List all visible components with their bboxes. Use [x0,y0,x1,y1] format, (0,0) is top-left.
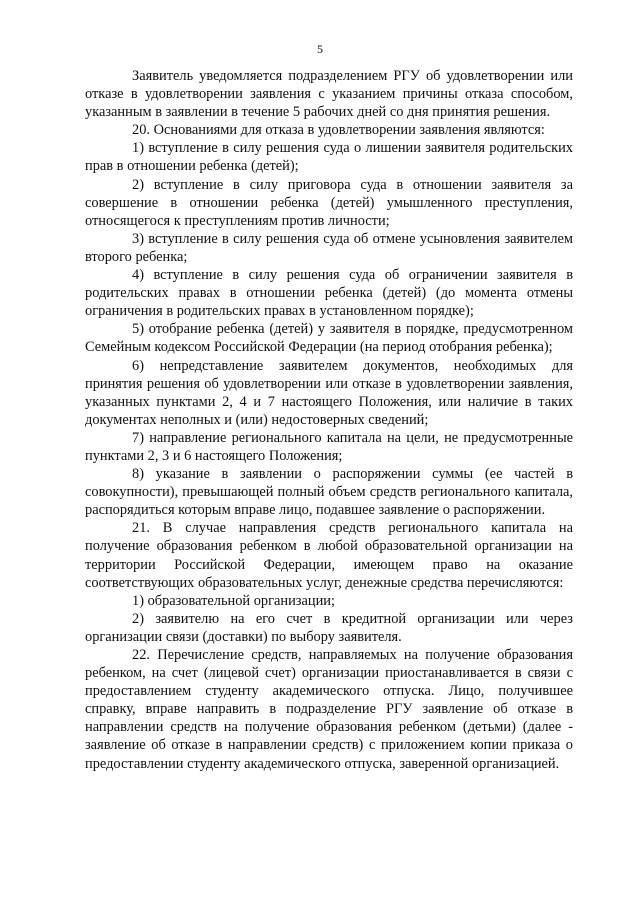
paragraph-20-item-2: 2) вступление в силу приговора суда в отношении заявителя за совершение в отношении ребенка (детей) умышленного преступления, относящегося к преступлениям против личности; [85,176,573,229]
paragraph-20-item-7: 7) направление регионального капитала на цели, не предусмотренные пунктами 2, 3 и 6 настоящего Положения; [85,429,573,464]
paragraph-21-item-1: 1) образовательной организации; [132,592,335,609]
paragraph-22: 22. Перечисление средств, направляемых на получение образования ребенком, на счет (лицевой счет) организации приостанавливается в связи с предоставлением студенту академического отпуска. Лицо, получившее справку, вправе направить в подразделение РГУ заявление об отказе в направлении средств на получение образования ребенком (детьми) (далее - заявление об отказе в направлении средств) с приложением копии приказа о предоставлении студенту академического отпуска, заверенной организацией. [85,647,573,772]
paragraph-20-item-8: 8) указание в заявлении о распоряжении суммы (ее частей в совокупности), превышающей полный объем средств регионального капитала, распорядиться которым вправе лицо, подавшее заявление о распоряжении. [85,466,573,519]
paragraph-20-item-4: 4) вступление в силу решения суда об ограничении заявителя в родительских правах в отношении ребенка (детей) (до момента отмены ограничения в родительских правах в установленном порядке); [85,267,573,320]
paragraph-notification: Заявитель уведомляется подразделением РГУ об удовлетворении или отказе в удовлетворении заявления с указанием причины отказа способом, указанным в заявлении в течение 5 рабочих дней со дня принятия решения. [85,68,573,121]
paragraph-20-item-5: 5) отобрание ребенка (детей) у заявителя в порядке, предусмотренном Семейным кодексом Российской Федерации (на период отобрания ребенка); [85,321,573,356]
document-body [85,67,573,773]
paragraph-21: 21. В случае направления средств регионального капитала на получение образования ребенком в любой образовательной организации на территории Российской Федерации, имеющем право на оказание соответствующих образовательных услуг, денежные средства перечисляются: [85,520,573,591]
paragraph-20-item-1: 1) вступление в силу решения суда о лишении заявителя родительских прав в отношении ребенка (детей); [85,140,573,175]
paragraph-20-item-6: 6) непредставление заявителем документов, необходимых для принятия решения об удовлетворении или отказе в удовлетворении заявления, указанных пунктами 2, 4 и 7 настоящего Положения, или наличие в таких документах неполных и (или) недостоверных сведений; [85,357,573,428]
page-number: 5 [317,42,323,56]
paragraph-21-item-2: 2) заявителю на его счет в кредитной организации или через организации связи (доставки) по выбору заявителя. [85,610,573,645]
paragraph-20-heading: 20. Основаниями для отказа в удовлетворении заявления являются: [132,122,545,139]
paragraph-20-item-3: 3) вступление в силу решения суда об отмене усыновления заявителем второго ребенка; [85,230,573,265]
